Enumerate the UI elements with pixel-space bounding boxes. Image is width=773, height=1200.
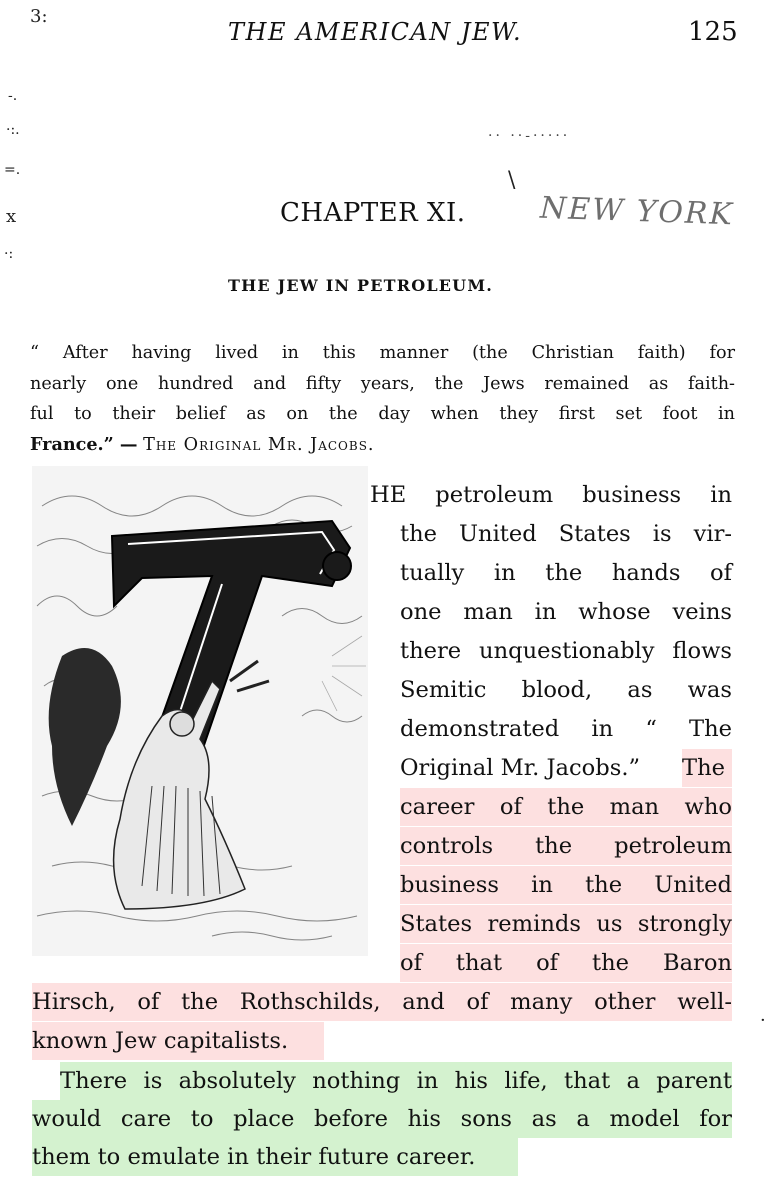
epigraph-line: ful to their belief as on the day when they first set foot in — [30, 404, 735, 424]
scan-artifact: -. — [8, 88, 18, 104]
library-stamp: NEW YORK — [539, 190, 735, 233]
page-number: 125 — [688, 17, 738, 47]
chapter-title: CHAPTER XI. — [280, 198, 466, 228]
scan-artifact: x — [6, 206, 17, 227]
body-line: Semitic blood, as was — [400, 677, 732, 703]
dropcap-illustration — [32, 466, 368, 956]
epigraph-source: The Original Mr. Jacobs. — [143, 434, 375, 455]
highlighted-line: States reminds us strongly — [400, 905, 732, 943]
highlighted-line: known Jew capitalists. — [32, 1022, 324, 1060]
highlighted-line: would care to place before his sons as a model for — [32, 1100, 732, 1138]
scan-artifact: ·:. — [6, 122, 20, 138]
scan-artifact: =. — [4, 162, 21, 178]
scan-artifact: 3: — [30, 6, 48, 27]
highlighted-line: There is absolutely nothing in his life, that a parent — [60, 1062, 732, 1100]
highlighted-line: Hirsch, of the Rothschilds, and of many other well- — [32, 983, 732, 1021]
body-line: demonstrated in “ The — [400, 716, 732, 742]
scan-artifact: ·· ··-····· — [488, 128, 571, 144]
epigraph-line: nearly one hundred and fifty years, the Jews remained as faith- — [30, 373, 735, 394]
epigraph — [30, 338, 735, 460]
epigraph-line — [30, 430, 735, 461]
body-line: Original Mr. Jacobs.” — [400, 755, 641, 781]
scan-artifact: · — [760, 1010, 766, 1031]
body-line: the United States is vir- — [400, 521, 732, 547]
body-line: HE petroleum business in — [370, 482, 732, 508]
highlighted-line: them to emulate in their future career. — [32, 1138, 518, 1176]
highlighted-line: The — [682, 749, 732, 787]
highlighted-line: career of the man who — [400, 788, 732, 826]
body-line: tually in the hands of — [400, 560, 732, 586]
running-header: THE AMERICAN JEW. — [228, 18, 523, 46]
highlighted-line: of that of the Baron — [400, 944, 732, 982]
body-line: one man in whose veins — [400, 599, 732, 625]
scan-artifact: ·: — [4, 246, 14, 262]
section-title: THE JEW IN PETROLEUM. — [228, 276, 494, 295]
epigraph-quote-end: France.” — — [30, 433, 138, 455]
body-line: there unquestionably flows — [400, 638, 732, 664]
epigraph-line: “ After having lived in this manner (the Christian faith) for — [30, 343, 735, 363]
highlighted-line: business in the United — [400, 866, 732, 904]
scan-artifact: \ — [508, 168, 516, 193]
highlighted-line: controls the petroleum — [400, 827, 732, 865]
